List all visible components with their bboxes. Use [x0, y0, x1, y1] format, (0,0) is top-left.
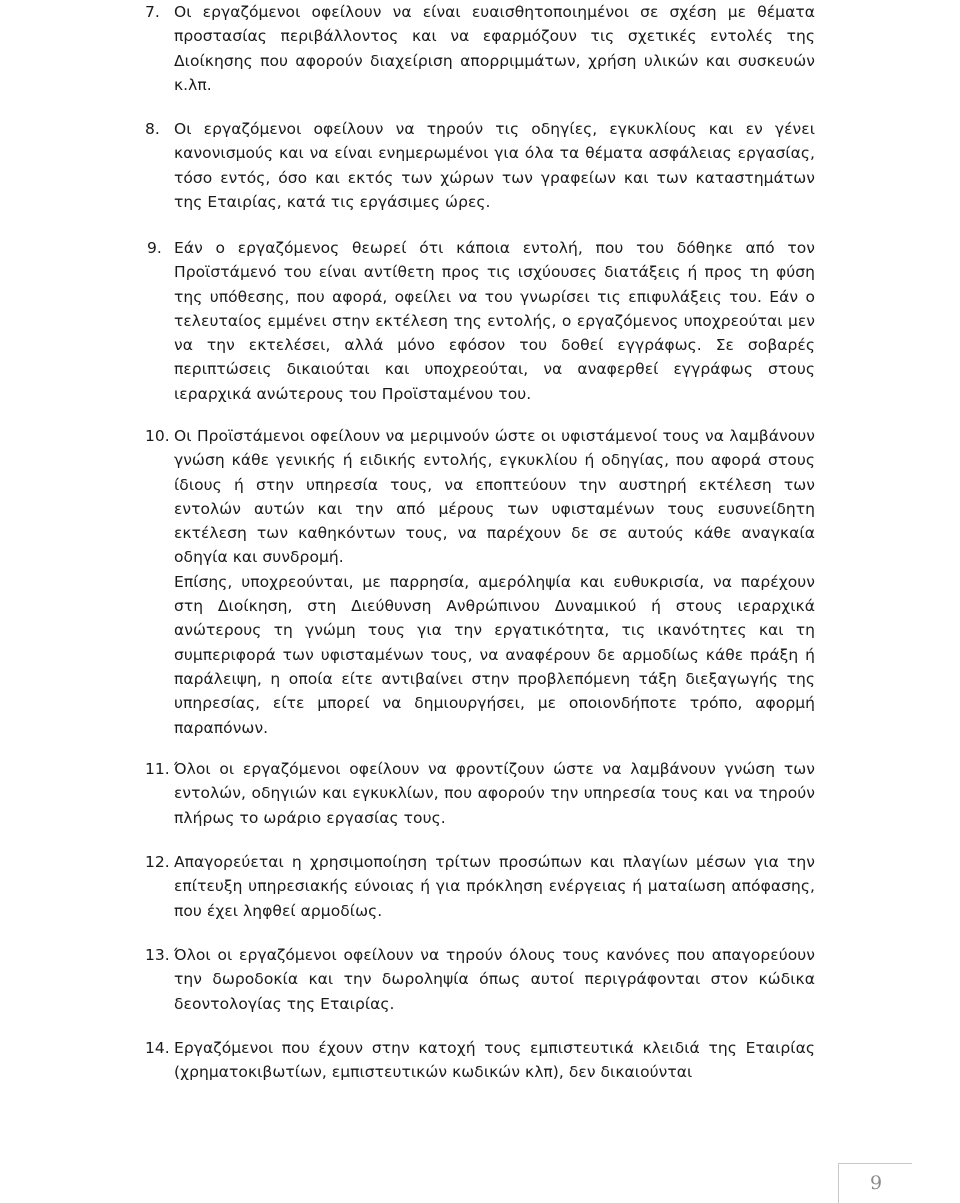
item-paragraph: Απαγορεύεται η χρησιμοποίηση τρίτων προσώπων και πλαγίων μέσων για την επίτευξη υπηρεσιακής εύνοιας ή για πρόκληση ενέργειας ή ματαίωση απόφασης, που έχει ληφθεί αρμοδίως.	[174, 853, 815, 920]
item-number: 7.	[145, 3, 160, 21]
item-number: 12.	[145, 853, 170, 871]
item-number: 14.	[145, 1039, 170, 1057]
page-number: 9	[869, 1172, 883, 1194]
item-body	[174, 850, 815, 923]
item-number: 8.	[145, 120, 160, 138]
item-paragraph: Οι εργαζόμενοι οφείλουν να τηρούν τις οδηγίες, εγκυκλίους και εν γένει κανονισμούς και να είναι ενημερωμένοι για όλα τα θέματα ασφάλειας εργασίας, τόσο εντός, όσο και εκτός των χώρων των γραφείων και των καταστημάτων της Εταιρίας, κατά τις εργάσιμες ώρες.	[174, 120, 815, 211]
item-body	[174, 117, 815, 214]
item-paragraph: Εργαζόμενοι που έχουν στην κατοχή τους εμπιστευτικά κλειδιά της Εταιρίας (χρηματοκιβωτίων, εμπιστευτικών κωδικών κλπ), δεν δικαιούνται	[174, 1039, 815, 1082]
item-body	[174, 424, 815, 740]
item-body	[174, 943, 815, 1016]
item-paragraph: Οι εργαζόμενοι οφείλουν να είναι ευαισθητοποιημένοι σε σχέση με θέματα προστασίας περιβάλλοντος και να εφαρμόζουν τις σχετικές εντολές της Διοίκησης που αφορούν διαχείριση απορριμμάτων, χρήση υλικών και συσκευών κ.λπ.	[174, 3, 815, 94]
item-paragraph: Όλοι οι εργαζόμενοι οφείλουν να φροντίζουν ώστε να λαμβάνουν γνώση των εντολών, οδηγιών και εγκυκλίων, που αφορούν την υπηρεσία τους και να τηρούν πλήρως το ωράριο εργασίας τους.	[174, 760, 815, 827]
item-body	[174, 0, 815, 97]
item-number: 11.	[145, 760, 170, 778]
item-paragraph: Επίσης, υποχρεούνται, με παρρησία, αμερόληψία και ευθυκρισία, να παρέχουν στη Διοίκηση, στη Διεύθυνση Ανθρώπινου Δυναμικού ή στους ιεραρχικά ανώτερους τη γνώμη τους για την εργατικότητα, τις ικανότητες και τη συμπεριφορά των υφισταμένων τους, να αναφέρουν δε αρμοδίως κάθε πράξη ή παράλειψη, η οποία είτε αντιβαίνει στην προβλεπόμενη τάξη διεξαγωγής της υπηρεσίας, είτε μπορεί να δημιουργήσει, με οποιονδήποτε τρόπο, αφορμή παραπόνων.	[174, 572, 815, 737]
page-number-box	[838, 1163, 912, 1203]
item-paragraph: Οι Προϊστάμενοι οφείλουν να μεριμνούν ώστε οι υφιστάμενοί τους να λαμβάνουν γνώση κάθε γενικής ή ειδικής εντολής, εγκυκλίου ή οδηγίας, που αφορά στους ίδιους ή στην υπηρεσία τους, να εποπτεύουν την αυστηρή εκτέλεση των εντολών αυτών και την από μέρους των υφισταμένων τους ευσυνείδητη εκτέλεση των καθηκόντων τους, να παρέχουν δε σε αυτούς κάθε αναγκαία οδηγία και συνδρομή.	[174, 427, 815, 567]
item-paragraph: Εάν ο εργαζόμενος θεωρεί ότι κάποια εντολή, που του δόθηκε από τον Προϊστάμενό του είναι αντίθετη προς τις ισχύουσες διατάξεις ή προς τη φύση της υπόθεσης, που αφορά, οφείλει να του γνωρίσει τις επιφυλάξεις του. Εάν ο τελευταίος εμμένει στην εκτέλεση της εντολής, ο εργαζόμενος υποχρεούται μεν να την εκτελέσει, αλλά μόνο εφόσον του δοθεί εγγράφως. Σε σοβαρές περιπτώσεις δικαιούται και υποχρεούται, να αναφερθεί εγγράφως στους ιεραρχικά ανώτερους του Προϊσταμένου του.	[174, 239, 815, 403]
item-number: 13.	[145, 946, 170, 964]
item-body	[174, 1036, 815, 1085]
item-body	[174, 757, 815, 830]
item-paragraph: Όλοι οι εργαζόμενοι οφείλουν να τηρούν όλους τους κανόνες που απαγορεύουν την δωροδοκία και την δωροληψία όπως αυτοί περιγράφονται στον κώδικα δεοντολογίας της Εταιρίας.	[174, 946, 815, 1013]
item-body	[174, 236, 815, 406]
item-number: 9.	[147, 239, 162, 257]
item-number: 10.	[145, 427, 170, 445]
